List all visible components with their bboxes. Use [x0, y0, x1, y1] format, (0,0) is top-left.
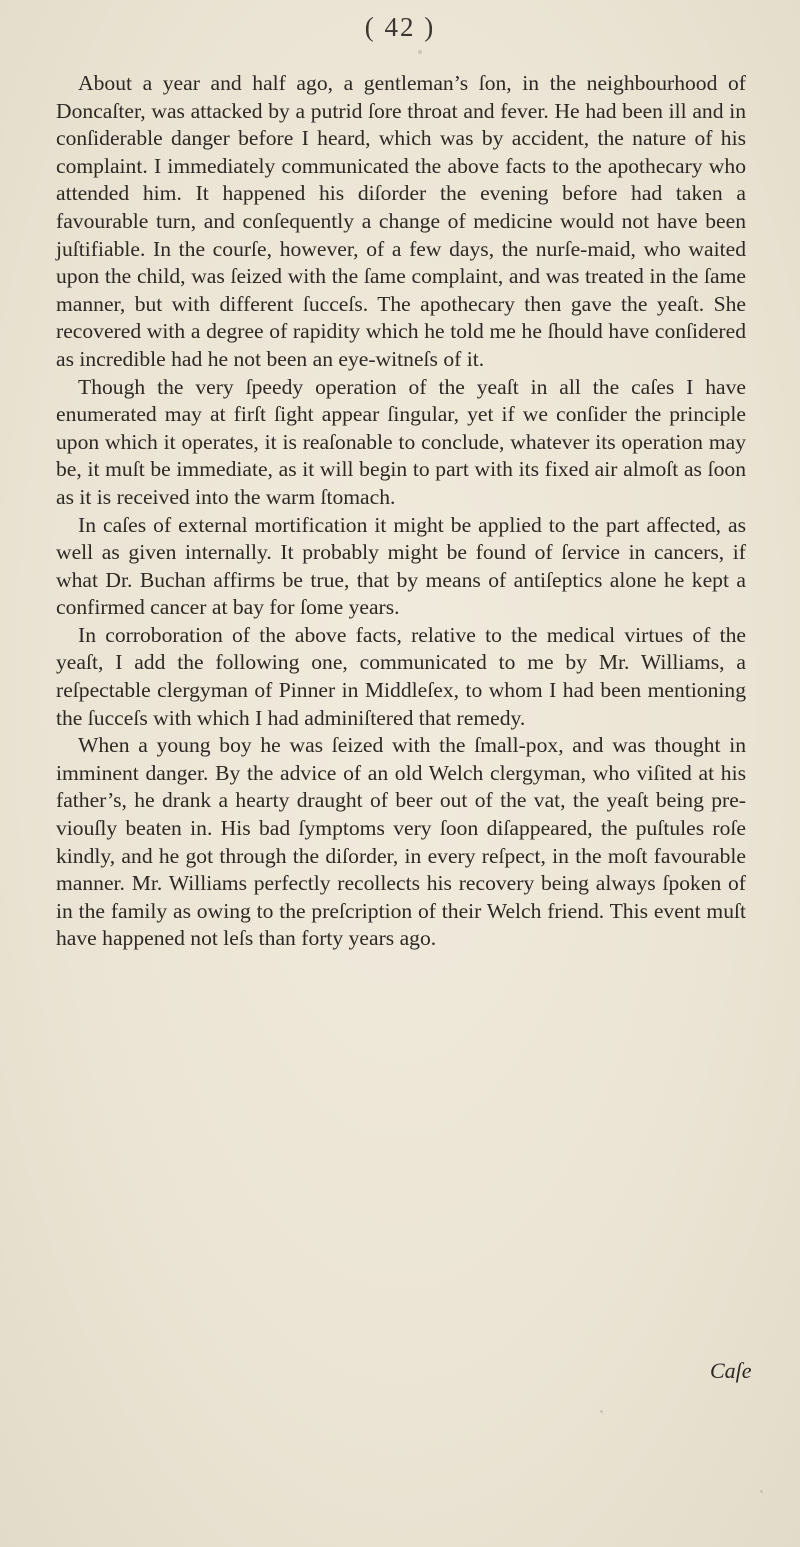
- body-text: [56, 70, 746, 953]
- page-number: ( 42 ): [364, 12, 436, 42]
- paragraph-4: In corroboration of the above facts, relative to the medical virtues of the yeaſt, I add the following one, communicated to me by Mr. Williams, a reſpectable clergyman of Pinner in Middleſex, to whom I had been mentioning the ſucceſs with which I had adminiſtered that remedy.: [56, 622, 746, 730]
- paper-speck: [760, 1490, 763, 1493]
- paragraph-5: When a young boy he was ſeized with the ſmall-pox, and was thought in imminent danger. By the advice of an old Welch clergyman, who viſited at his father’s, he drank a hearty draught of beer out of the vat, the yeaſt being previouſly beaten in. His bad ſymptoms very ſoon diſappeared, the puſtules roſe kindly, and he got through the diſorder, in every reſpect, in the moſt favourable manner. Mr. Williams perfectly recollects his recovery being always ſpoken of in the family as owing to the preſcription of their Welch friend. This event muſt have happened not leſs than forty years ago.: [56, 733, 746, 951]
- paper-speck: [418, 50, 422, 54]
- paragraph-2: Though the very ſpeedy operation of the yeaſt in all the caſes I have enumerated may at firſt ſight appear ſingular, yet if we conſider the principle upon which it operates, it is reaſonable to conclude, whatever its operation may be, it muſt be immediate, as it will begin to part with its fixed air almoſt as ſoon as it is received into the warm ſtomach.: [56, 374, 746, 509]
- paragraph-1: About a year and half ago, a gentleman’s ſon, in the neighbourhood of Doncaſter, was attacked by a putrid ſore throat and fever. He had been ill and in conſiderable danger before I heard, which was by accident, the nature of his complaint. I immediately communicated the above facts to the apothecary who attended him. It happened his diſorder the evening before had taken a favourable turn, and conſequently a change of medicine would not have been juſtifiable. In the courſe, however, of a few days, the nurſe-maid, who waited upon the child, was ſeized with the ſame complaint, and was treated in the ſame manner, but with different ſucceſs. The apothecary then gave the yeaſt. She recovered with a degree of rapidity which he told me he ſhould have conſidered as incredible had he not been an eye-witneſs of it.: [56, 71, 746, 371]
- paper-speck: [600, 1410, 603, 1413]
- catchword: Caſe: [710, 1358, 752, 1383]
- paragraph-3: In caſes of external mortification it might be applied to the part affected, as well as given internally. It probably might be found of ſervice in cancers, if what Dr. Buchan affirms be true, that by means of antiſeptics alone he kept a confirmed cancer at bay for ſome years.: [56, 512, 746, 620]
